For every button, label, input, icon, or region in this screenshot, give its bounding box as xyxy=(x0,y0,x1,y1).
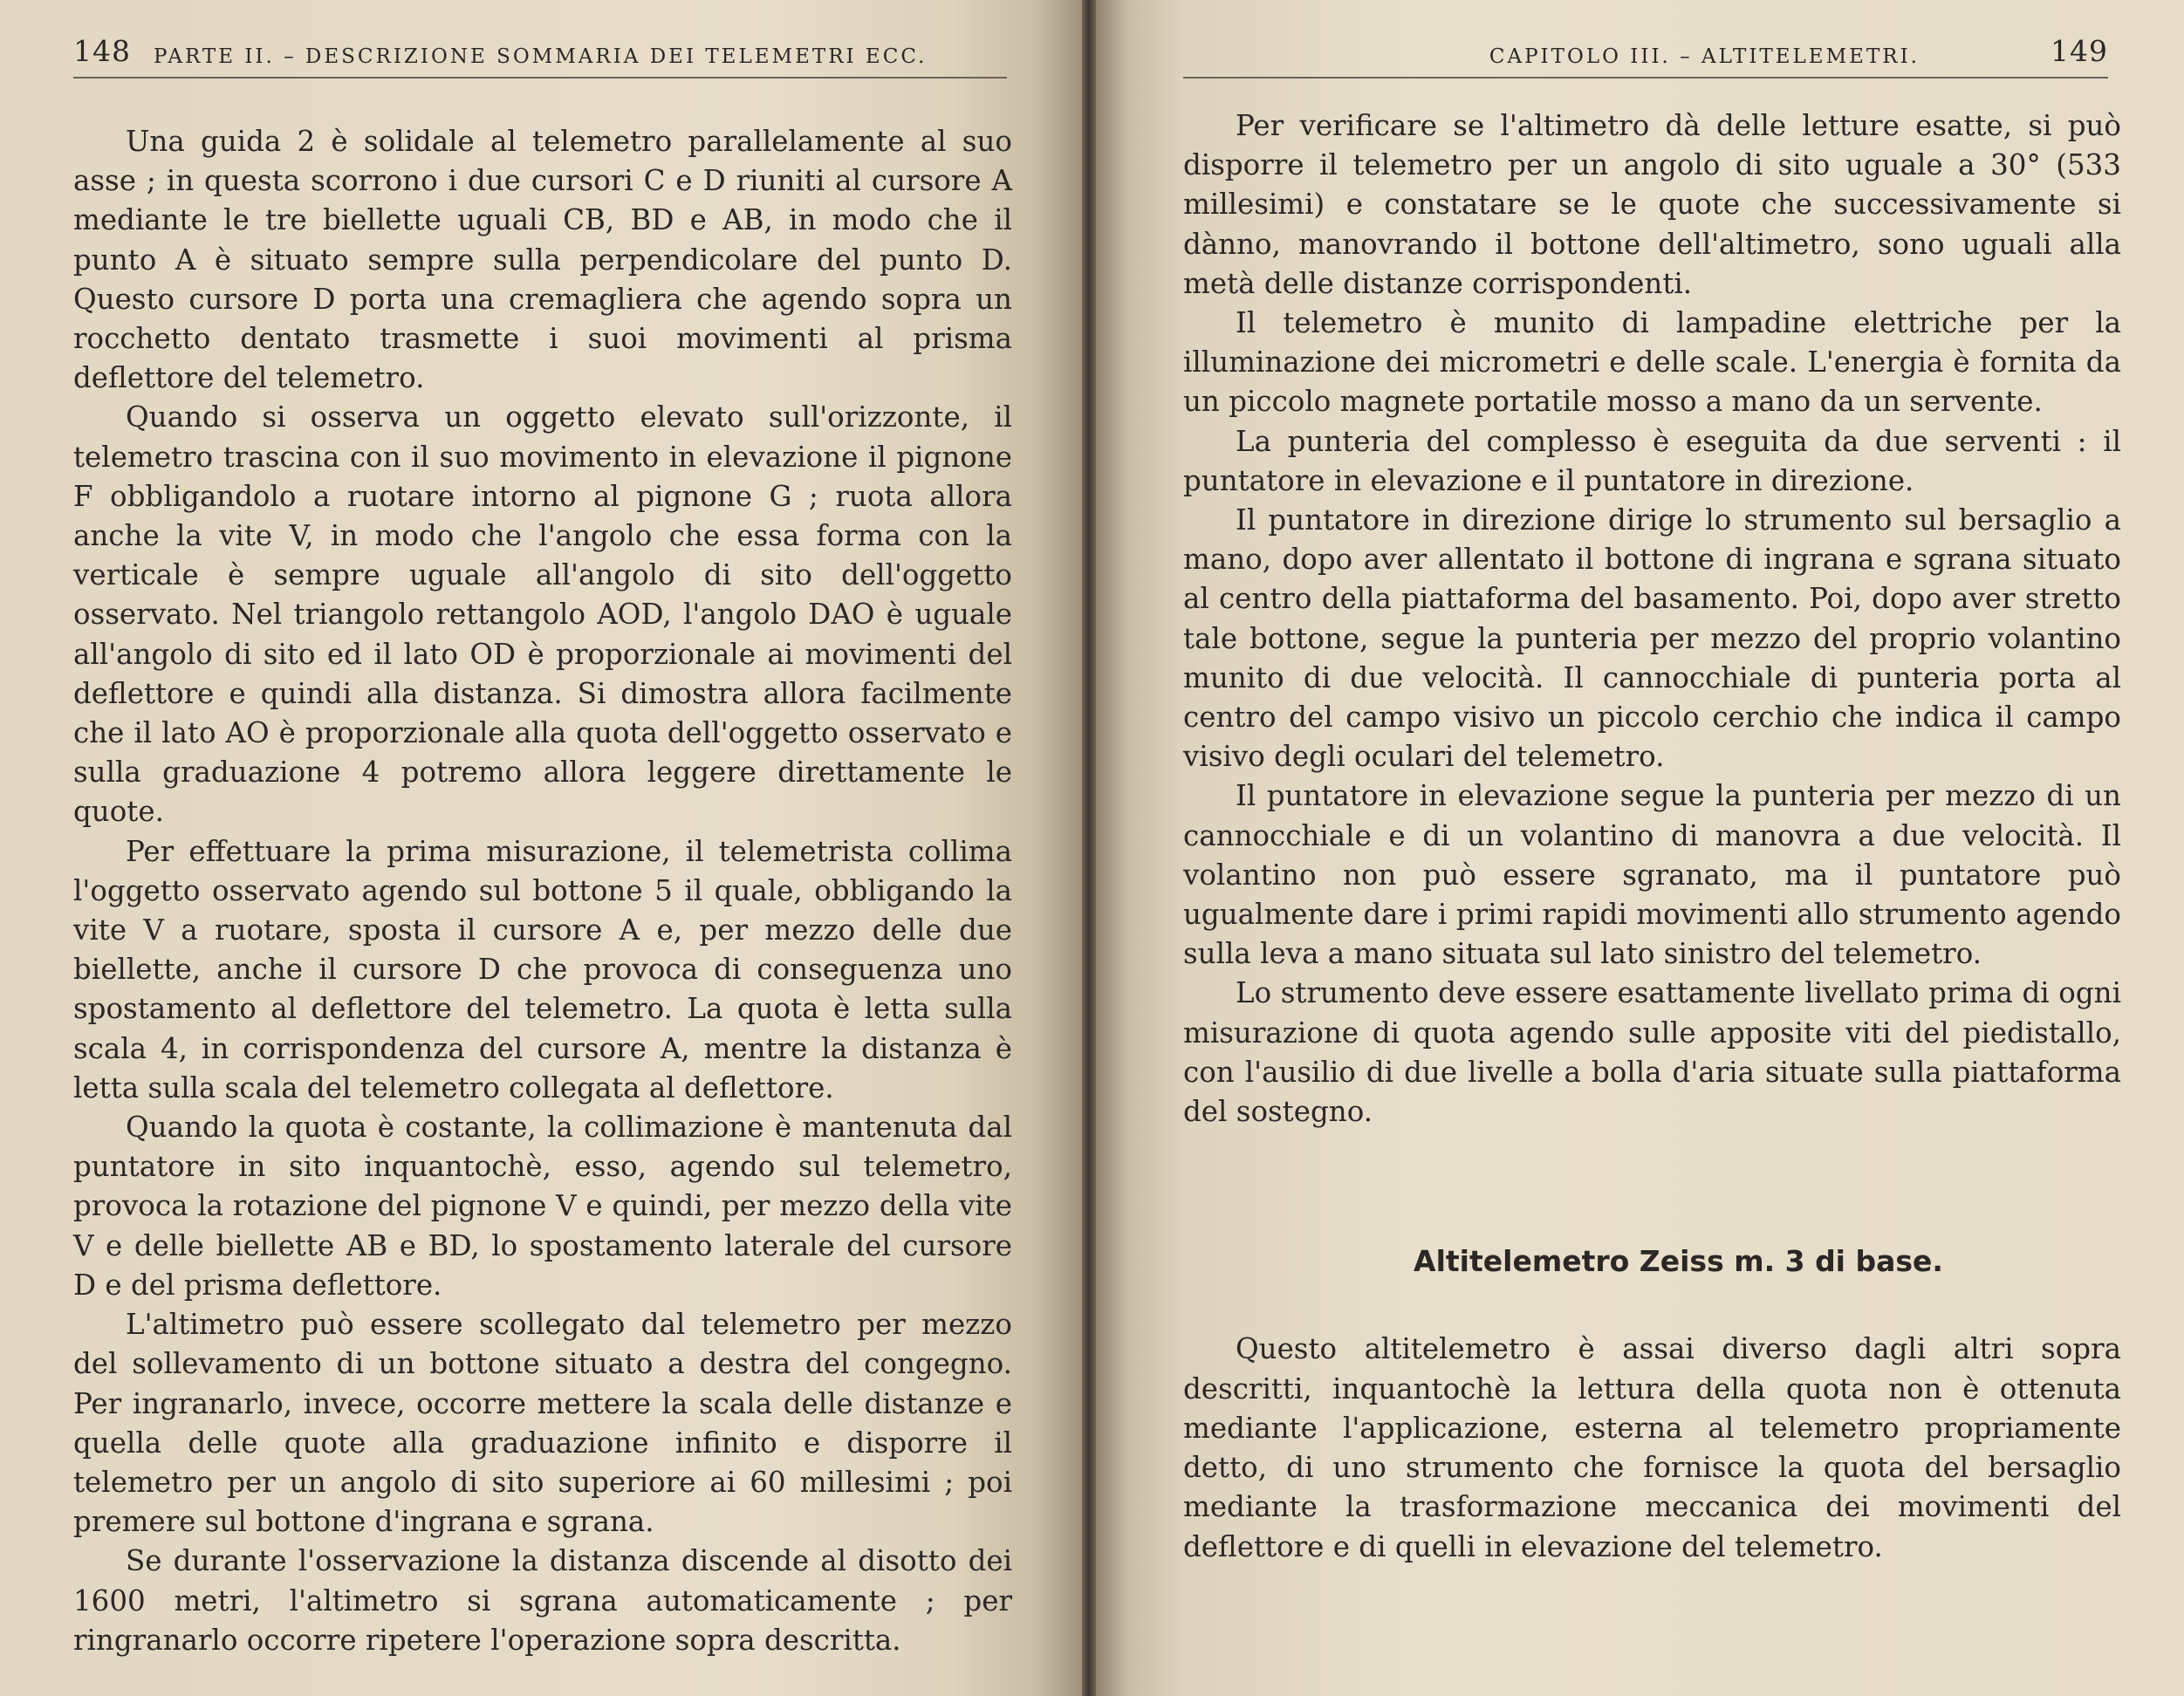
left-page-number: 148 xyxy=(73,34,131,68)
paragraph: Quando la quota è costante, la collimazione è mantenuta dal puntatore in sito inquantochè, esso, agendo sul telemetro, provoca la rotazione del pignone V e quindi, per mezzo della vite V e delle biellette AB e BD, lo spostamento laterale del cursore D e del prisma deflettore. xyxy=(73,1111,1012,1302)
paragraph: Per verificare se l'altimetro dà delle letture esatte, si può disporre il telemetro per un angolo di sito uguale a 30° (533 millesimi) e constatare se le quote che successivamente si dànno, manovrando il bottone dell'altimetro, sono uguali alla metà delle distanze corrispondenti. xyxy=(1183,109,2121,300)
paragraph: Quando si osserva un oggetto elevato sull'orizzonte, il telemetro trascina con il suo movimento in elevazione il pignone F obbligandolo a ruotare intorno al pignone G ; ruota allora anche la vite V, in modo che l'angolo che essa forma con la verticale è sempre uguale all'angolo di sito dell'oggetto osservato. Nel triangolo rettangolo AOD, l'angolo DAO è uguale all'angolo di sito ed il lato OD è proporzionale ai movimenti del deflettore e quindi alla distanza. Si dimostra allora facilmente che il lato AO è proporzionale alla quota dell'oggetto osservato e sulla graduazione 4 potremo allora leggere direttamente le quote. xyxy=(73,400,1012,829)
right-page-body xyxy=(1183,106,2121,1567)
paragraph: Per effettuare la prima misurazione, il telemetrista collima l'oggetto osservato agendo sul bottone 5 il quale, obbligando la vite V a ruotare, sposta il cursore A e, per mezzo delle due biellette, anche il cursore D che provoca di conseguenza uno spostamento al deflettore del telemetro. La quota è letta sulla scala 4, in corrispondenza del cursore A, mentre la distanza è letta sulla scala del telemetro collegata al deflettore. xyxy=(73,834,1012,1104)
paragraph: Il telemetro è munito di lampadine elettriche per la illuminazione dei micrometri e delle scale. L'energia è fornita da un piccolo magnete portatile mosso a mano da un servente. xyxy=(1183,306,2121,419)
paragraph: Il puntatore in elevazione segue la punteria per mezzo di un cannocchiale e di un volantino di manovra a due velocità. Il volantino non può essere sgranato, ma il puntatore può ugualmente dare i primi rapidi movimenti allo strumento agendo sulla leva a mano situata sul lato sinistro del telemetro. xyxy=(1183,779,2121,971)
right-running-head: CAPITOLO III. – ALTITELEMETRI. xyxy=(1489,45,1920,68)
right-page-header xyxy=(1183,26,2108,79)
right-page-number: 149 xyxy=(2050,34,2108,68)
paragraph: Una guida 2 è solidale al telemetro parallelamente al suo asse ; in questa scorrono i due cursori C e D riuniti al cursore A mediante le tre biellette uguali CB, BD e AB, in modo che il punto A è situato sempre sulla perpendicolare del punto D. Questo cursore D porta una cremagliera che agendo sopra un rocchetto dentato trasmette i suoi movimenti al prisma deflettore del telemetro. xyxy=(73,125,1012,395)
paragraph: La punteria del complesso è eseguita da due serventi : il puntatore in elevazione e il puntatore in direzione. xyxy=(1183,424,2121,497)
paragraph: Il puntatore in direzione dirige lo strumento sul bersaglio a mano, dopo aver allentato il bottone di ingrana e sgrana situato al centro della piattaforma del basamento. Poi, dopo aver stretto tale bottone, segue la punteria per mezzo del proprio volantino munito di due velocità. Il cannocchiale di punteria porta al centro del campo visivo un piccolo cerchio che indica il campo visivo degli oculari del telemetro. xyxy=(1183,503,2121,774)
paragraph: Lo strumento deve essere esattamente livellato prima di ogni misurazione di quota agendo sulle apposite viti del piedistallo, con l'ausilio di due livelle a bolla d'aria situate sulla piattaforma del sostegno. xyxy=(1183,976,2121,1129)
paragraph: L'altimetro può essere scollegato dal telemetro per mezzo del sollevamento di un bottone situato a destra del congegno. Per ingranarlo, invece, occorre mettere la scala delle distanze e quella delle quote alla graduazione infinito e disporre il telemetro per un angolo di sito superiore ai 60 millesimi ; poi premere sul bottone d'ingrana e sgrana. xyxy=(73,1308,1012,1539)
left-page-body xyxy=(73,122,1012,1660)
book-gutter xyxy=(1082,0,1096,1696)
paragraph: Questo altitelemetro è assai diverso dagli altri sopra descritti, inquantochè la lettura della quota non è ottenuta mediante l'applicazione, esterna al telemetro propriamente detto, di uno strumento che fornisce la quota del bersaglio mediante la trasformazione meccanica dei movimenti del deflettore e di quelli in elevazione del telemetro. xyxy=(1183,1332,2121,1563)
section-title: Altitelemetro Zeiss m. 3 di base. xyxy=(1414,1244,1943,1279)
paragraph: Se durante l'osservazione la distanza discende al disotto dei 1600 metri, l'altimetro si sgrana automaticamente ; per ringranarlo occorre ripetere l'operazione sopra descritta. xyxy=(73,1544,1012,1657)
right-page xyxy=(1096,0,2184,1696)
left-page-header xyxy=(73,26,1007,79)
left-running-head: PARTE II. – DESCRIZIONE SOMMARIA DEI TELEMETRI ECC. xyxy=(154,45,928,68)
left-page xyxy=(0,0,1082,1696)
